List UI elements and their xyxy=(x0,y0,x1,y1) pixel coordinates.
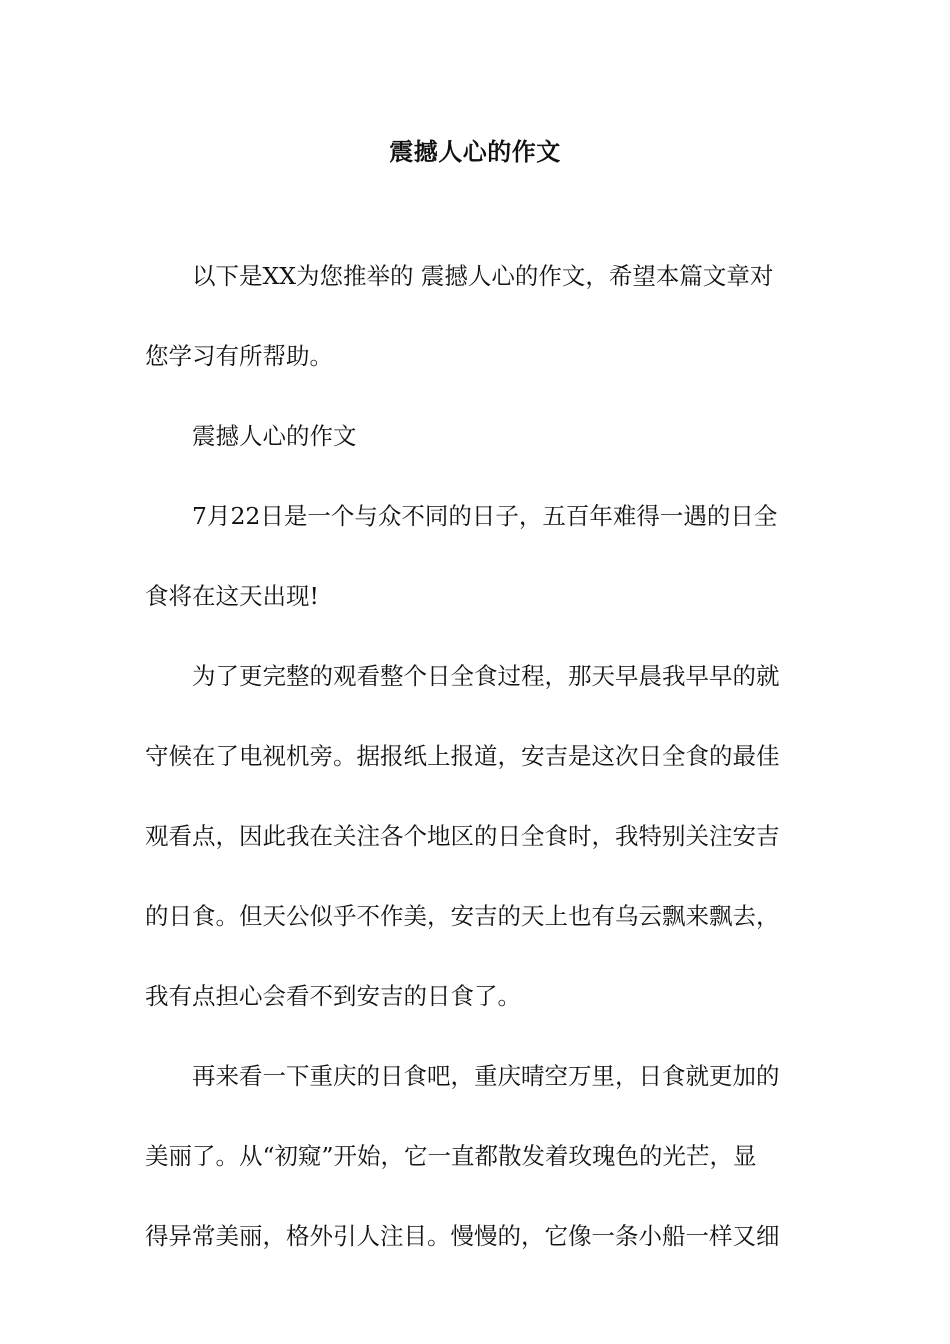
document-body xyxy=(145,256,810,1296)
paragraph-line: 观看点，因此我在关注各个地区的日全食时，我特别关注安吉 xyxy=(145,822,780,850)
paragraph-line: 的日食。但天公似乎不作美，安吉的天上也有乌云飘来飘去， xyxy=(145,902,780,930)
paragraph-anji xyxy=(145,656,810,1016)
paragraph-eclipse-date xyxy=(145,496,810,616)
paragraph-line: 我有点担心会看不到安吉的日食了。 xyxy=(145,982,521,1010)
paragraph-chongqing xyxy=(145,1056,810,1256)
paragraph-line: 美丽了。从“初窥”开始，它一直都散发着玫瑰色的光芒，显 xyxy=(145,1142,757,1170)
paragraph-line: 食将在这天出现! xyxy=(145,582,319,610)
paragraph-line: 以下是XX为您推举的 震撼人心的作文，希望本篇文章对 xyxy=(192,262,774,290)
paragraph-line: 守候在了电视机旁。据报纸上报道，安吉是这次日全食的最佳 xyxy=(145,742,780,770)
document-title: 震撼人心的作文 xyxy=(389,137,561,166)
paragraph-subtitle xyxy=(145,416,810,456)
paragraph-line: 得异常美丽，格外引人注目。慢慢的，它像一条小船一样又细 xyxy=(145,1222,780,1250)
paragraph-intro xyxy=(145,256,810,376)
paragraph-line: 再来看一下重庆的日食吧，重庆晴空万里，日食就更加的 xyxy=(192,1062,780,1090)
paragraph-line: 为了更完整的观看整个日全食过程，那天早晨我早早的就 xyxy=(192,662,780,690)
paragraph-line: 震撼人心的作文 xyxy=(192,422,357,450)
paragraph-line: 7月22日是一个与众不同的日子，五百年难得一遇的日全 xyxy=(192,502,778,530)
paragraph-line: 您学习有所帮助。 xyxy=(145,342,333,370)
